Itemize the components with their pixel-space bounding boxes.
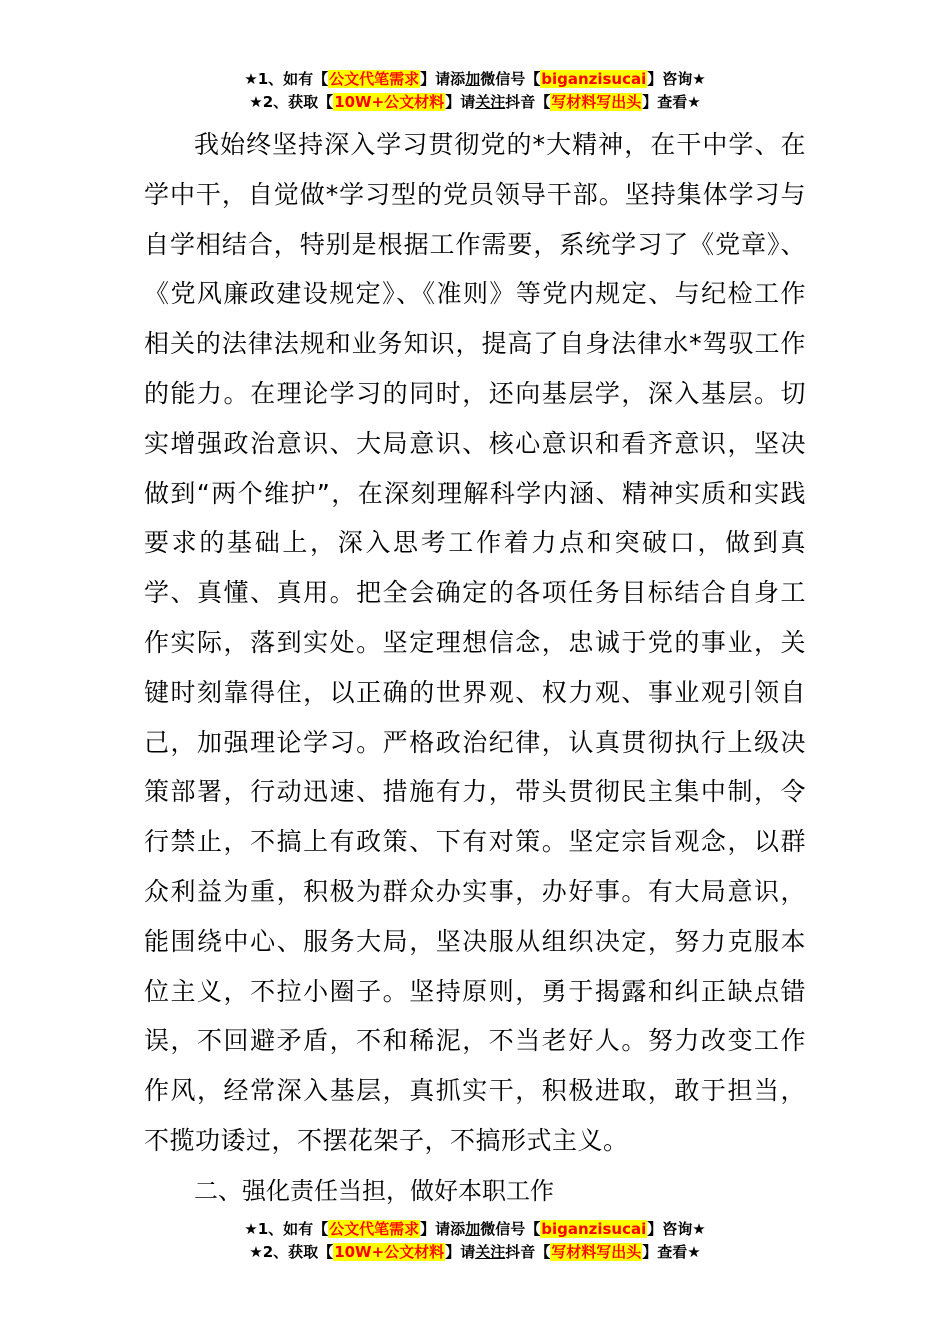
- underlined-word: 加: [465, 1220, 481, 1238]
- highlight-douyin-account: 写材料写出头: [551, 93, 642, 111]
- promo-line-1: [0, 68, 950, 91]
- promo-text: 抖音【: [505, 93, 551, 111]
- highlight-douyin-account: 写材料写出头: [551, 1243, 642, 1261]
- promo-line-1: [0, 1218, 950, 1241]
- promo-text: 】查看★: [642, 93, 701, 111]
- promo-text: 】咨询★: [647, 70, 706, 88]
- promo-text: ★2、获取【: [249, 93, 334, 111]
- promo-text: 微信号【: [480, 70, 541, 88]
- promo-text: 】请添: [420, 70, 466, 88]
- underlined-word: 关注: [475, 1243, 506, 1261]
- header-promo-banner: [0, 68, 950, 114]
- underlined-word: 关注: [475, 93, 506, 111]
- promo-text: ★1、如有【: [244, 1220, 329, 1238]
- highlight-service: 公文代笔需求: [329, 70, 420, 88]
- promo-text: 微信号【: [480, 1220, 541, 1238]
- promo-text: 】请添: [420, 1220, 466, 1238]
- body-paragraph: 我始终坚持深入学习贯彻党的*大精神，在干中学、在学中干，自觉做*学习型的党员领导干部。坚持集体学习与自学相结合，特别是根据工作需要，系统学习了《党章》、《党风廉政建设规定》、《准则》等党内规定、与纪检工作相关的法律法规和业务知识，提高了自身法律水*驾驭工作的能力。在理论学习的同时，还向基层学，深入基层。切实增强政治意识、大局意识、核心意识和看齐意识，坚决做到“两个维护”，在深刻理解科学内涵、精神实质和实践要求的基础上，深入思考工作着力点和突破口，做到真学、真懂、真用。把全会确定的各项任务目标结合自身工作实际，落到实处。坚定理想信念，忠诚于党的事业，关键时刻靠得住，以正确的世界观、权力观、事业观引领自己，加强理论学习。严格政治纪律，认真贯彻执行上级决策部署，行动迅速、措施有力，带头贯彻民主集中制，令行禁止，不搞上有政策、下有对策。坚定宗旨观念，以群众利益为重，积极为群众办实事，办好事。有大局意识，能围绕中心、服务大局，坚决服从组织决定，努力克服本位主义，不拉小圈子。坚持原则，勇于揭露和纠正缺点错误，不回避矛盾，不和稀泥，不当老好人。努力改变工作作风，经常深入基层，真抓实干，积极进取，敢于担当，不揽功诿过，不摆花架子，不搞形式主义。: [144, 130, 806, 1155]
- highlight-service: 公文代笔需求: [329, 1220, 420, 1238]
- section-heading: 二、强化责任当担，做好本职工作: [194, 1177, 554, 1205]
- highlight-wechat-id: biganzisucai: [541, 1220, 647, 1238]
- promo-text: 抖音【: [505, 1243, 551, 1261]
- highlight-materials: 10W+公文材料: [334, 1243, 445, 1261]
- footer-promo-banner: [0, 1218, 950, 1264]
- promo-text: 】查看★: [642, 1243, 701, 1261]
- highlight-wechat-id: biganzisucai: [541, 70, 647, 88]
- promo-text: 】咨询★: [647, 1220, 706, 1238]
- promo-text: 】请: [445, 1243, 476, 1261]
- underlined-word: 加: [465, 70, 481, 88]
- promo-text: ★1、如有【: [244, 70, 329, 88]
- promo-text: ★2、获取【: [249, 1243, 334, 1261]
- promo-text: 】请: [445, 93, 476, 111]
- promo-line-2: [0, 91, 950, 114]
- promo-line-2: [0, 1241, 950, 1264]
- highlight-materials: 10W+公文材料: [334, 93, 445, 111]
